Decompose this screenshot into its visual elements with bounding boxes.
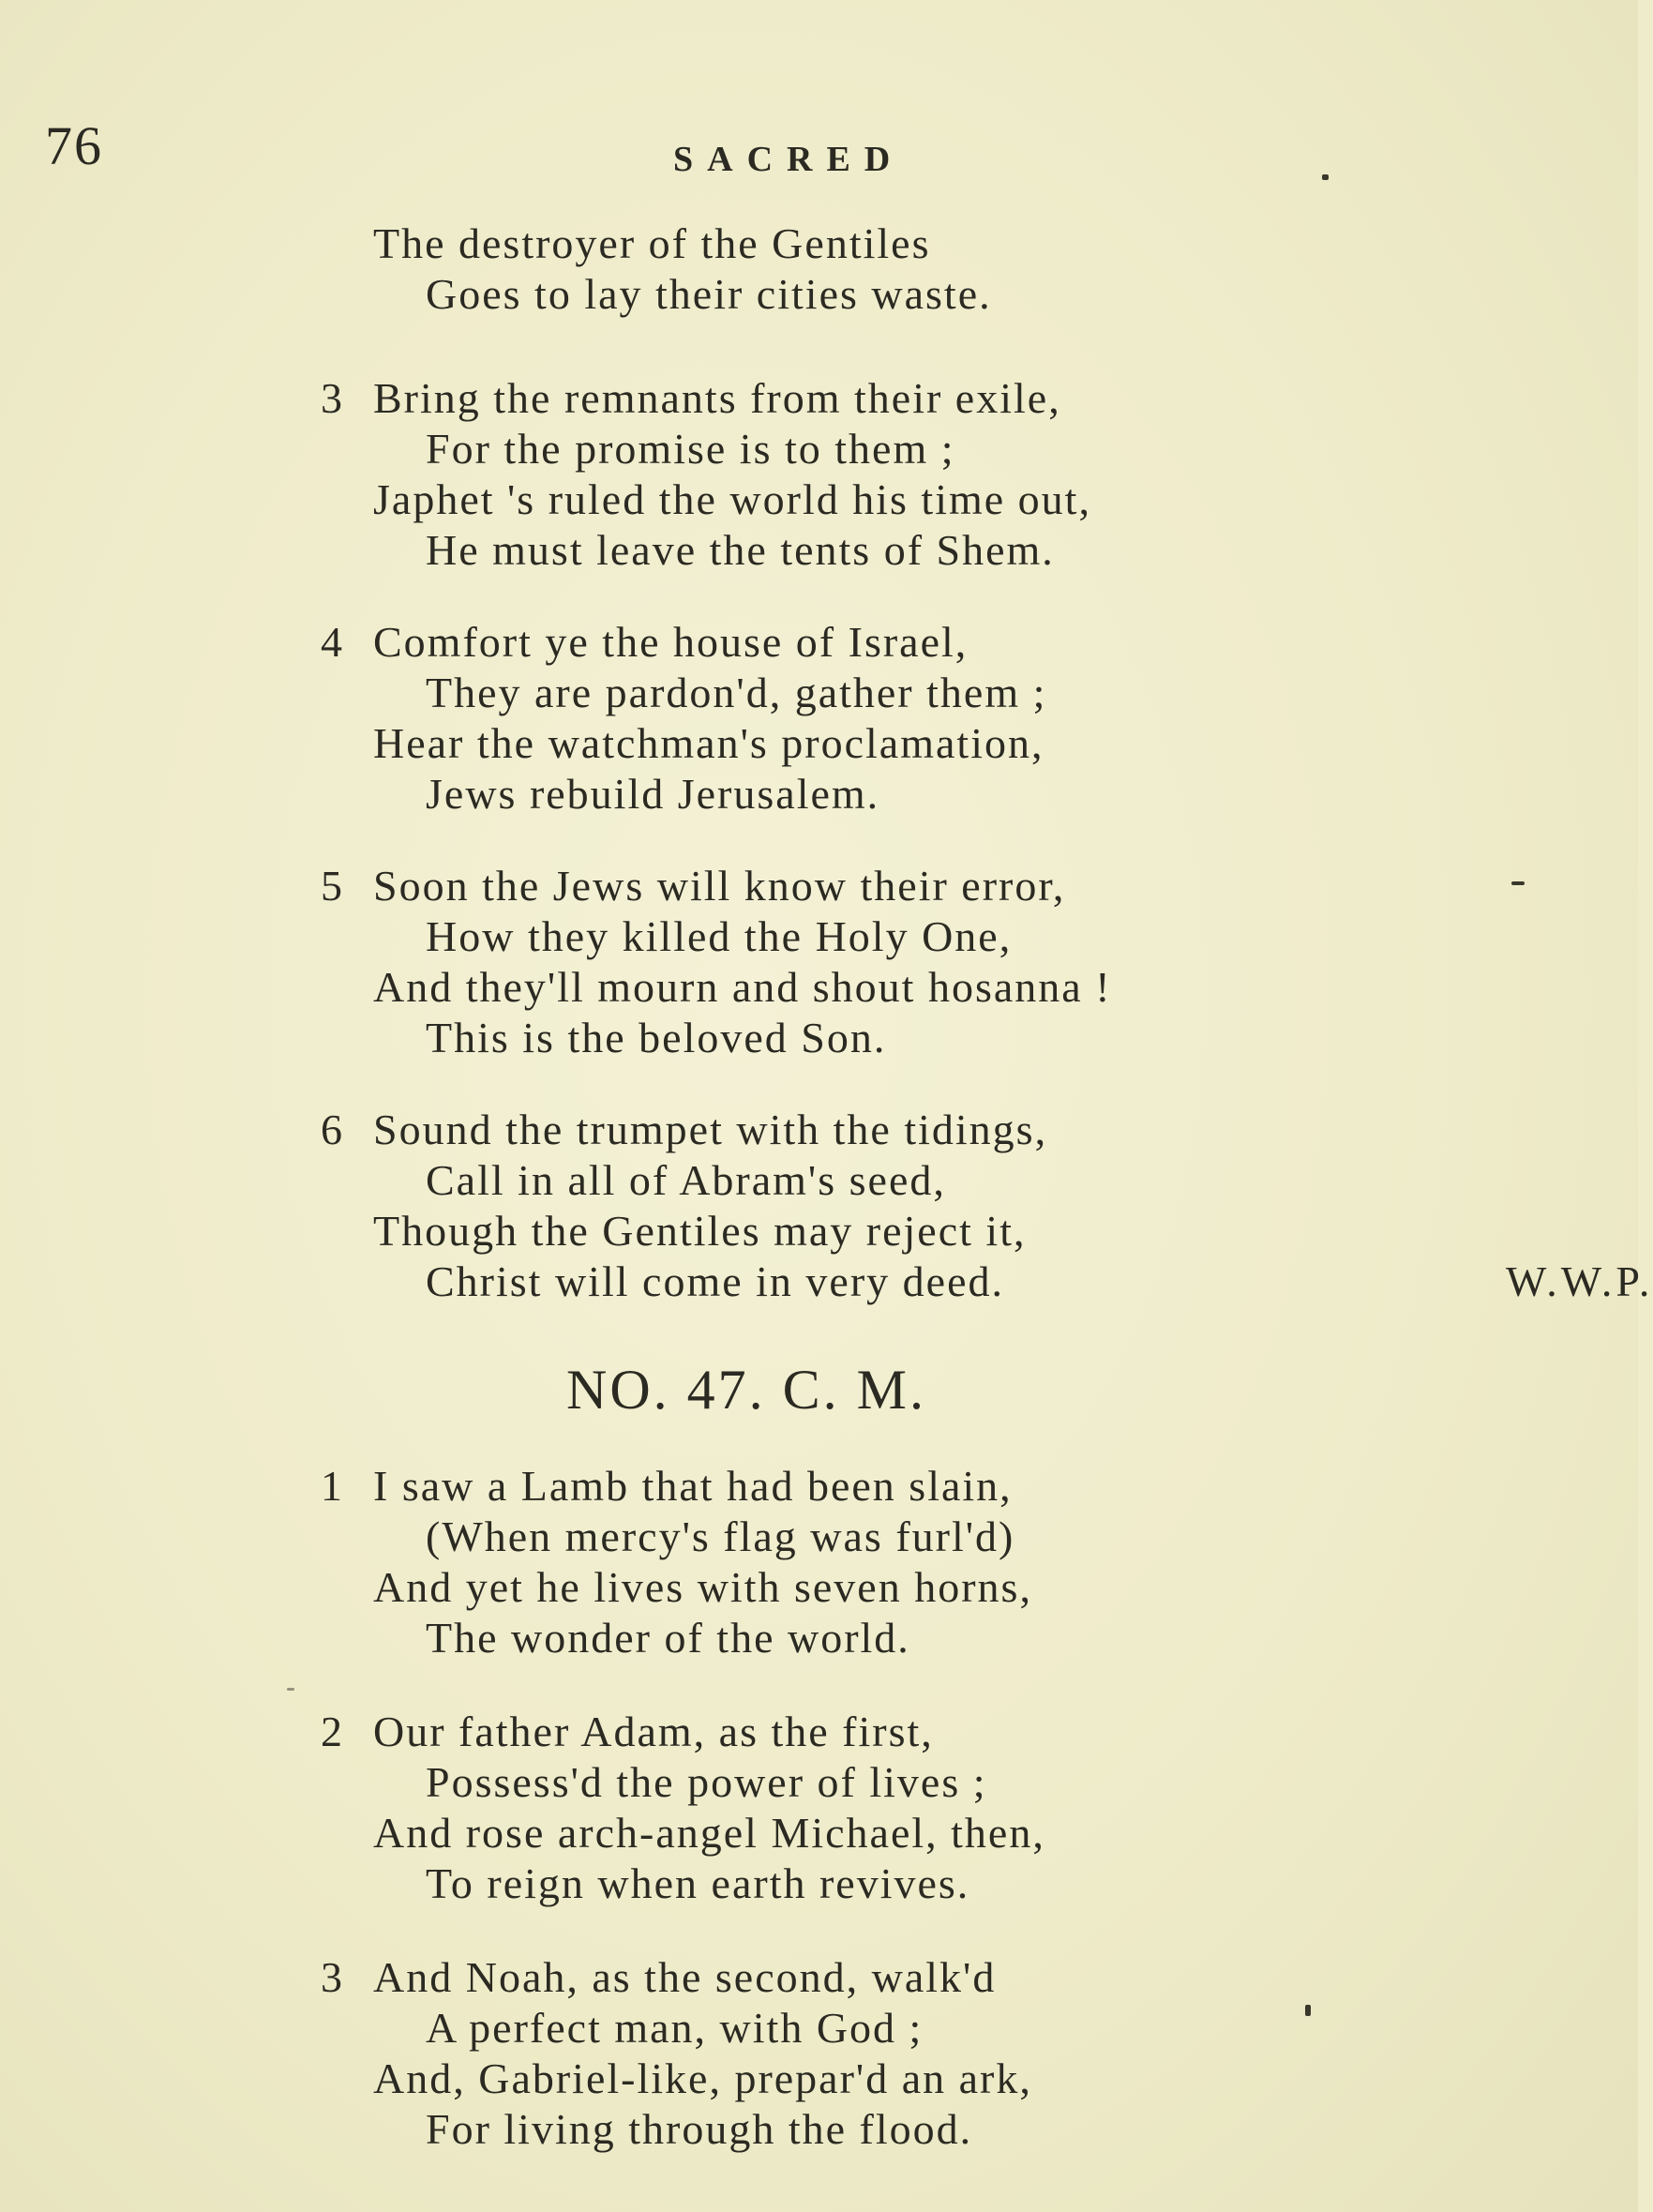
author-signature: W.W.P. [1506,1257,1653,1305]
verse-text: Soon the Jews will know their error, [373,862,1066,910]
verse-line: How they killed the Holy One, [426,912,1013,960]
verse-line: Though the Gentiles may reject it, [373,1207,1027,1255]
verse-line [309,1707,1435,1757]
verse-line: A perfect man, with God ; [426,2004,924,2052]
page-number: 76 [45,115,103,176]
verse-line: To reign when earth revives. [426,1859,970,1907]
verse-text: Our father Adam, as the first, [373,1708,934,1755]
verse-text: I saw a Lamb that had been slain, [373,1462,1013,1510]
verse-line: For the promise is to them ; [426,425,955,473]
stanza-continuation [309,218,1435,320]
verse-line [309,617,1435,668]
verse-line: The destroyer of the Gentiles [373,219,931,267]
stanza [309,861,1435,1063]
stanza-number: 3 [321,374,344,422]
verse-line [309,1952,1435,2003]
verse-line: And, Gabriel-like, prepar'd an ark, [373,2054,1032,2102]
verse-text: Christ will come in very deed. [426,1257,1004,1305]
ink-speck [1322,174,1329,180]
ink-speck [287,1688,294,1691]
verse-line: Call in all of Abram's seed, [426,1156,946,1204]
verse-line: This is the beloved Son. [426,1014,887,1061]
verse-line: And they'll mourn and shout hosanna ! [373,963,1112,1011]
hymn-heading: NO. 47. C. M. [566,1359,927,1421]
verse-line [309,1256,1653,1307]
verse-text: And Noah, as the second, walk'd [373,1953,997,2001]
ink-speck [1511,881,1525,885]
stanza [309,373,1435,576]
verse-line [309,373,1435,424]
verse-text: Sound the trumpet with the tidings, [373,1106,1048,1153]
verse-line: For living through the flood. [426,2105,973,2153]
stanza [309,1461,1435,1663]
stanza-number: 1 [321,1462,344,1510]
stanza-number: 2 [321,1708,344,1755]
stanza-number: 3 [321,1953,344,2001]
verse-line: The wonder of the world. [426,1614,910,1662]
ink-speck [1305,2005,1311,2016]
verse-line: (When mercy's flag was furl'd) [426,1512,1015,1560]
stanza [309,1952,1435,2155]
stanza-number: 5 [321,862,344,910]
verse-line: Jews rebuild Jerusalem. [426,770,880,818]
stanza-number: 4 [321,618,344,666]
verse-line: They are pardon'd, gather them ; [426,669,1047,716]
verse-line [309,1105,1435,1155]
verse-text: Comfort ye the house of Israel, [373,618,969,666]
running-head: SACRED [673,140,905,179]
verse-line [309,1461,1435,1512]
stanza [309,1105,1653,1307]
verse-line: And yet he lives with seven horns, [373,1563,1032,1611]
verse-line: He must leave the tents of Shem. [426,526,1055,574]
verse-text: Bring the remnants from their exile, [373,374,1061,422]
verse-line: And rose arch-angel Michael, then, [373,1809,1045,1857]
verse-line: Japhet 's ruled the world his time out, [373,475,1091,523]
verse-line [309,861,1435,911]
stanza [309,617,1435,820]
stanza-number: 6 [321,1106,344,1153]
stanza [309,1707,1435,1909]
verse-line: Possess'd the power of lives ; [426,1758,987,1806]
verse-line: Hear the watchman's proclamation, [373,719,1044,767]
verse-line: Goes to lay their cities waste. [426,270,992,318]
